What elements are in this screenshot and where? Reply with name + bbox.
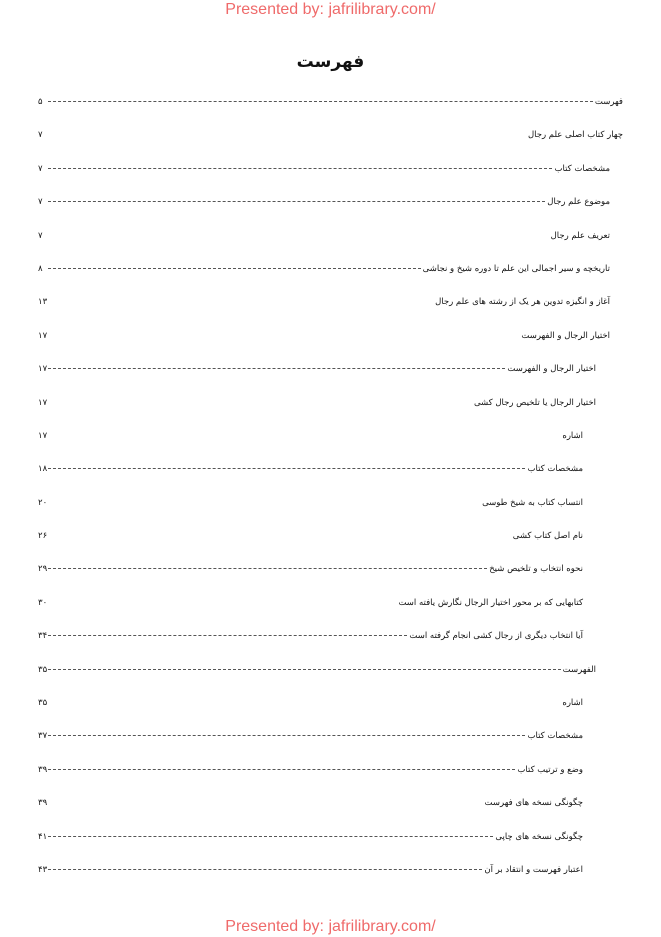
toc-leader-dots (48, 635, 407, 636)
toc-page-number: ۳۵ (38, 698, 48, 709)
toc-page-number: ۱۷ (38, 397, 48, 408)
toc-entry-title: اختیار الرجال یا تلخیص رجال کشی (472, 393, 596, 413)
toc-entry[interactable] (0, 693, 661, 726)
toc-entry-title: الفهرست (561, 660, 596, 680)
toc-page-number: ۱۷ (38, 430, 48, 441)
toc-entry[interactable] (0, 626, 661, 659)
toc-page-number: ۷ (38, 230, 43, 241)
watermark-top: Presented by: jafrilibrary.com/ (225, 1, 436, 18)
toc-entry[interactable] (0, 326, 661, 359)
toc-entry-title: مشخصات کتاب (526, 459, 584, 479)
toc-entry[interactable] (0, 493, 661, 526)
toc-page-number: ۸ (38, 263, 43, 274)
toc-entry[interactable] (0, 125, 661, 158)
toc-page-number: ۲۶ (38, 531, 48, 542)
toc-page-number: ۴۳ (38, 864, 48, 875)
toc-page-number: ۳۷ (38, 731, 48, 742)
toc-leader-dots (48, 101, 593, 102)
toc-leader-dots (48, 669, 561, 670)
toc-leader-dots (48, 268, 421, 269)
toc-entry[interactable] (0, 760, 661, 793)
toc-entry-title: نحوه انتخاب و تلخیص شیخ (487, 559, 583, 579)
toc-page-number: ۷ (38, 163, 43, 174)
toc-entry-title: کتابهایی که بر محور اختیار الرجال نگارش یافته است (396, 593, 583, 613)
toc-entry[interactable] (0, 860, 661, 893)
toc-entry-title: مشخصات کتاب (526, 726, 584, 746)
table-of-contents (0, 92, 661, 893)
toc-entry-title: چگونگی نسخه های چاپی (493, 827, 583, 847)
toc-entry[interactable] (0, 793, 661, 826)
toc-page-number: ۷ (38, 130, 43, 141)
toc-page-number: ۳۵ (38, 664, 48, 675)
toc-leader-dots (48, 368, 505, 369)
toc-entry[interactable] (0, 726, 661, 759)
watermark-bottom: Presented by: jafrilibrary.com/ (225, 918, 436, 935)
toc-entry-title: آیا انتخاب دیگری از رجال کشی انجام گرفته است (407, 626, 583, 646)
toc-leader-dots (48, 201, 545, 202)
toc-entry[interactable] (0, 393, 661, 426)
toc-entry-title: موضوع علم رجال (545, 192, 610, 212)
toc-entry-title: وضع و ترتیب کتاب (515, 760, 583, 780)
toc-entry-title: اعتبار فهرست و انتقاد بر آن (482, 860, 583, 880)
toc-leader-dots (48, 168, 552, 169)
toc-entry-title: تعریف علم رجال (549, 226, 610, 246)
toc-page-number: ۵ (38, 97, 43, 107)
toc-page-number: ۱۸ (38, 464, 48, 475)
toc-leader-dots (48, 869, 482, 870)
toc-entry[interactable] (0, 92, 661, 125)
toc-entry-title: فهرست (593, 92, 623, 112)
toc-entry-title: نام اصل کتاب کشی (511, 526, 583, 546)
toc-page-number: ۱۳ (38, 297, 48, 308)
toc-page-number: ۱۷ (38, 364, 48, 375)
toc-page-number: ۷ (38, 197, 43, 208)
toc-entry-title: اشاره (560, 426, 583, 446)
toc-page-number: ۳۰ (38, 597, 48, 608)
toc-entry[interactable] (0, 259, 661, 292)
toc-entry[interactable] (0, 827, 661, 860)
toc-entry-title: اختیار الرجال و الفهرست (519, 326, 610, 346)
toc-entry[interactable] (0, 526, 661, 559)
toc-page-number: ۲۰ (38, 497, 48, 508)
toc-entry-title: اشاره (560, 693, 583, 713)
toc-entry-title: انتساب کتاب به شیخ طوسی (480, 493, 583, 513)
page-title: فهرست (296, 52, 365, 72)
toc-page-number: ۲۹ (38, 564, 48, 575)
toc-page-number: ۱۷ (38, 330, 48, 341)
toc-entry[interactable] (0, 192, 661, 225)
toc-page-number: ۳۴ (38, 631, 48, 642)
toc-leader-dots (48, 468, 525, 469)
toc-entry-title: اختیار الرجال و الفهرست (505, 359, 596, 379)
toc-leader-dots (48, 735, 525, 736)
toc-entry[interactable] (0, 559, 661, 592)
toc-page-number: ۴۱ (38, 831, 48, 842)
toc-entry-title: چهار کتاب اصلی علم رجال (526, 125, 623, 145)
toc-entry[interactable] (0, 359, 661, 392)
toc-entry-title: مشخصات کتاب (553, 159, 611, 179)
toc-entry[interactable] (0, 226, 661, 259)
toc-leader-dots (48, 568, 487, 569)
toc-entry[interactable] (0, 459, 661, 492)
toc-page-number: ۳۹ (38, 798, 48, 809)
toc-entry[interactable] (0, 159, 661, 192)
toc-entry-title: آغاز و انگیزه تدوین هر یک از رشته های علم رجال (433, 292, 610, 312)
toc-entry-title: چگونگی نسخه های فهرست (483, 793, 583, 813)
toc-entry[interactable] (0, 292, 661, 325)
toc-entry[interactable] (0, 426, 661, 459)
toc-entry[interactable] (0, 660, 661, 693)
toc-entry[interactable] (0, 593, 661, 626)
toc-entry-title: تاریخچه و سیر اجمالی این علم تا دوره شیخ و نجاشی (421, 259, 610, 279)
toc-leader-dots (48, 769, 515, 770)
toc-page-number: ۳۹ (38, 764, 48, 775)
toc-leader-dots (48, 836, 493, 837)
